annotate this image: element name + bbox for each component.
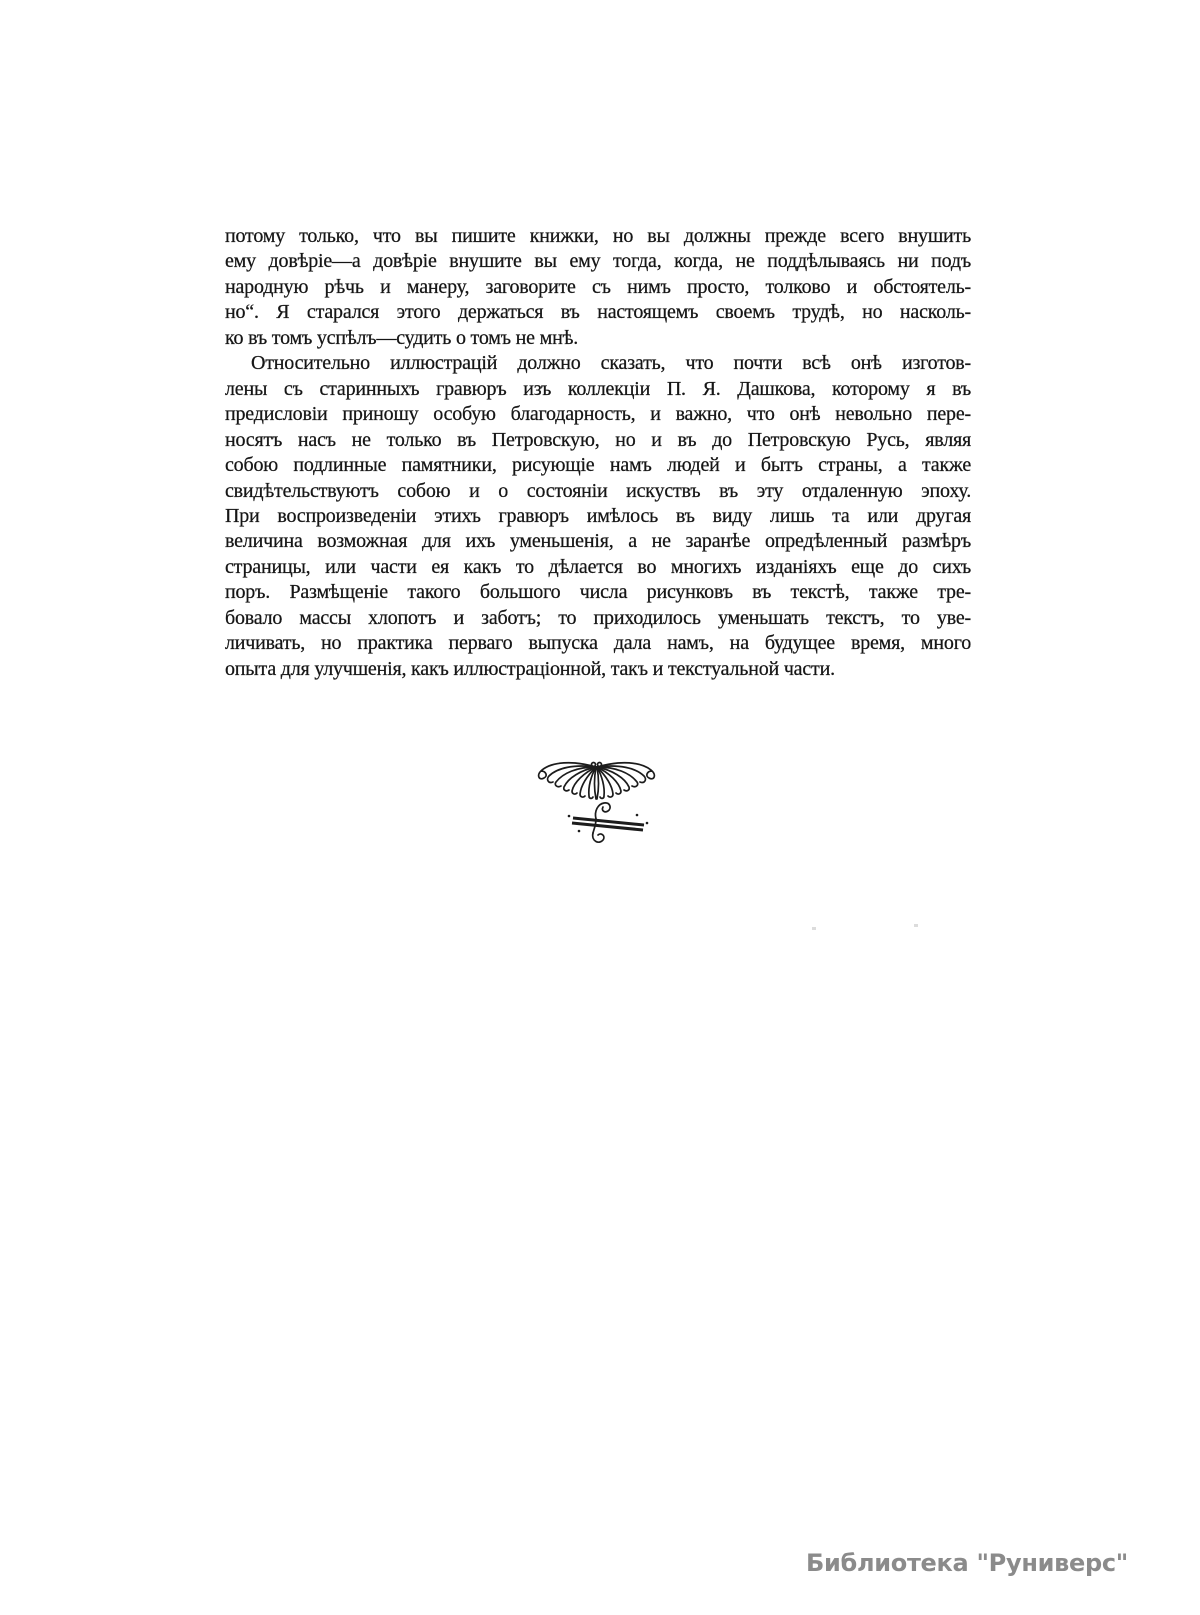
- text-line: опыта для улучшенія, какъ иллюстраціонной, такъ и текстуальной части.: [225, 657, 835, 680]
- ornament-dot: [568, 815, 571, 818]
- text-line: носятъ насъ не только въ Петровскую, но и въ до Петровскую Русь, являя: [225, 428, 971, 451]
- ornament-dot: [636, 814, 639, 817]
- text-line: народную рѣчь и манеру, заговорите съ нимъ просто, толково и обстоятель-: [225, 275, 971, 298]
- text-line: При воспроизведеніи этихъ гравюръ имѣлось въ виду лишь та или другая: [225, 504, 971, 527]
- text-line: Относительно иллюстрацій должно сказать, что почти всѣ онѣ изготов-: [251, 352, 971, 375]
- text-line: величина возможная для ихъ уменьшенія, а не заранѣе опредѣленный размѣръ: [225, 530, 971, 553]
- text-line: свидѣтельствуютъ собою и о состояніи искуствъ въ эту отдаленную эпоху.: [225, 479, 971, 502]
- text-line: собою подлинные памятники, рисующіе намъ людей и бытъ страны, а также: [225, 454, 971, 477]
- ornament-scroll: [568, 803, 649, 842]
- watermark-label: Библиотека "Руниверс": [806, 1549, 1128, 1577]
- text-line: личивать, но практика перваго выпуска дала намъ, на будущее время, много: [225, 632, 971, 655]
- text-line: предисловіи приношу особую благодарность, и важно, что онѣ невольно пере-: [225, 403, 971, 426]
- ornament-left-wing: [539, 763, 596, 799]
- text-line: ему довѣріе—а довѣріе внушите вы ему тогда, когда, не поддѣлываясь ни подъ: [225, 250, 971, 273]
- scan-speck: [812, 927, 816, 930]
- fan-flourish-ornament: [533, 757, 663, 849]
- ornament-dot: [578, 830, 581, 833]
- text-line: страницы, или части ея какъ то дѣлается во многихъ изданіяхъ еще до сихъ: [225, 555, 971, 578]
- text-line: лены съ старинныхъ гравюръ изъ коллекціи П. Я. Дашкова, которому я въ: [225, 377, 971, 400]
- text-line: но“. Я старался этого держаться въ настоящемъ своемъ трудѣ, но насколь-: [225, 301, 971, 324]
- ornament-right-wing: [597, 763, 654, 799]
- text-line: поръ. Размѣщеніе такого большого числа рисунковъ въ текстѣ, также тре-: [225, 581, 971, 604]
- text-block: [225, 224, 971, 682]
- scan-speck: [914, 924, 918, 927]
- ornament-dot: [646, 822, 649, 825]
- text-line: потому только, что вы пишите книжки, но вы должны прежде всего внушить: [225, 225, 971, 247]
- text-line: ко въ томъ успѣлъ—судить о томъ не мнѣ.: [225, 326, 579, 349]
- text-line: бовало массы хлопотъ и заботъ; то приходилось уменьшать текстъ, то уве-: [225, 606, 971, 629]
